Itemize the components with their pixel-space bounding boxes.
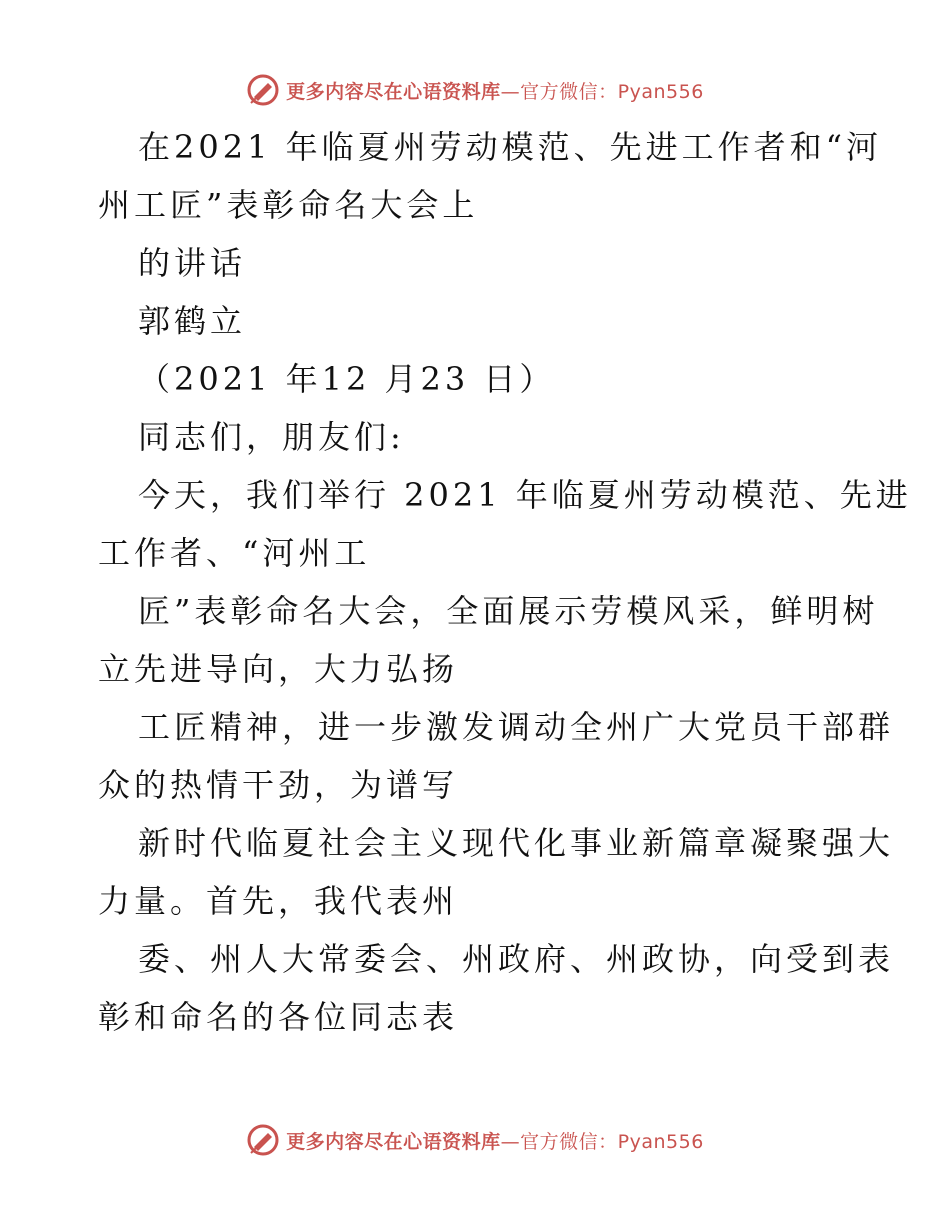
paragraph-line: 工作者、“河州工 [98,534,371,572]
paragraph-line: 彰和命名的各位同志表 [98,998,459,1036]
watermark-dash: — [500,1130,521,1153]
watermark-main-text: 更多内容尽在心语资料库 [286,1130,501,1153]
watermark-main-text: 更多内容尽在心语资料库 [286,80,501,103]
paragraph-line: 众的热情干劲，为谱写 [98,766,459,804]
watermark-header [0,70,950,110]
title-line-2: 州工匠”表彰命名大会上 [98,186,479,224]
pen-circle-logo-icon [246,73,280,107]
paragraph-line: 匠”表彰命名大会，全面展示劳模风采，鲜明树 [138,592,879,630]
watermark-footer [0,1120,950,1160]
author-name: 郭鹤立 [138,302,247,340]
speech-date: （2021 年12 月23 日） [138,360,556,398]
watermark-text [286,1127,704,1154]
paragraph-line: 新时代临夏社会主义现代化事业新篇章凝聚强大 [138,824,895,862]
paragraph-line: 力量。首先，我代表州 [98,882,459,920]
title-line-1: 在2021 年临夏州劳动模范、先进工作者和“河 [138,128,882,166]
paragraph-line: 今天，我们举行 2021 年临夏州劳动模范、先进 [138,476,912,514]
paragraph-line: 委、州人大常委会、州政府、州政协，向受到表 [138,940,895,978]
paragraph-line: 立先进导向，大力弘扬 [98,650,459,688]
watermark-wechat-text: 官方微信：Pyan556 [520,1130,704,1153]
pen-circle-logo-icon [246,1123,280,1157]
watermark-text [286,77,704,104]
watermark-dash: — [500,80,521,103]
title-line-3: 的讲话 [138,244,247,282]
watermark-wechat-text: 官方微信：Pyan556 [520,80,704,103]
paragraph-line: 工匠精神，进一步激发调动全州广大党员干部群 [138,708,895,746]
salutation: 同志们，朋友们: [138,418,405,456]
document-body [98,118,912,1046]
